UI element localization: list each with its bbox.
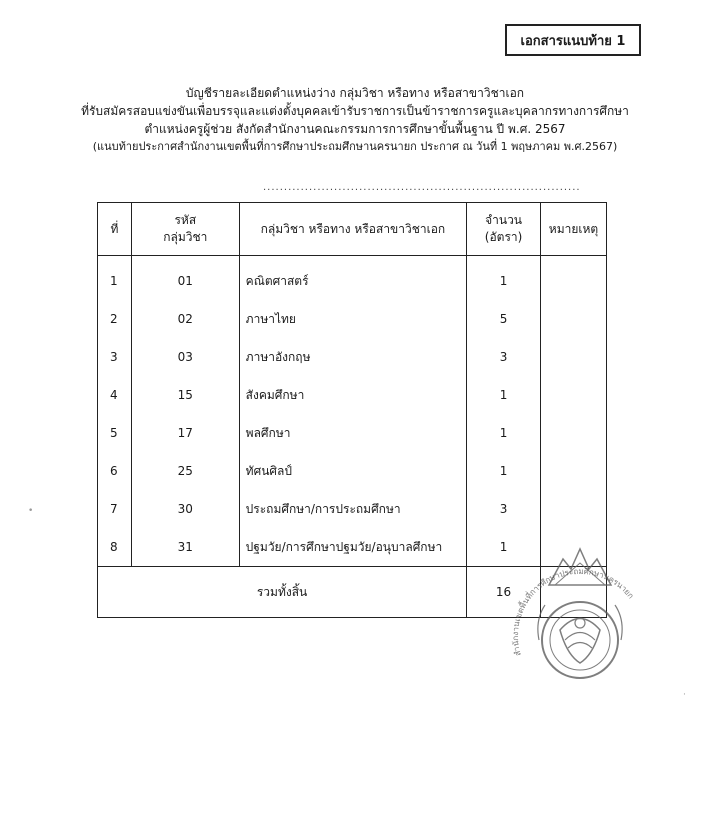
row-subject: ปฐมวัย/การศึกษาปฐมวัย/อนุบาลศึกษา (239, 528, 466, 567)
table-header-row (98, 203, 607, 256)
row-code: 01 (131, 256, 239, 301)
row-num: 5 (98, 414, 132, 452)
row-subject: ภาษาอังกฤษ (239, 338, 466, 376)
row-num: 8 (98, 528, 132, 567)
header-code-line1: รหัส (174, 213, 197, 227)
row-subject: สังคมศึกษา (239, 376, 466, 414)
row-num: 3 (98, 338, 132, 376)
table-row (98, 490, 607, 528)
document-heading (0, 84, 710, 156)
header-code (131, 203, 239, 256)
header-code-line2: กลุ่มวิชา (163, 230, 208, 244)
row-count: 1 (467, 528, 541, 567)
heading-divider: ............................................................................ (263, 182, 581, 193)
header-count-line2: (อัตรา) (484, 230, 523, 244)
row-subject: ทัศนศิลป์ (239, 452, 466, 490)
table-row (98, 256, 607, 301)
row-remark (541, 452, 607, 490)
row-remark (541, 256, 607, 301)
table-row (98, 414, 607, 452)
badge-label: เอกสารแนบท้าย 1 (520, 33, 626, 49)
row-subject: ประถมศึกษา/การประถมศึกษา (239, 490, 466, 528)
row-remark (541, 376, 607, 414)
scan-speck-icon: · (683, 690, 686, 700)
row-subject: คณิตศาสตร์ (239, 256, 466, 301)
row-remark (541, 300, 607, 338)
table-row (98, 376, 607, 414)
table-row (98, 300, 607, 338)
row-remark (541, 338, 607, 376)
header-num: ที่ (98, 203, 132, 256)
row-count: 3 (467, 490, 541, 528)
row-code: 02 (131, 300, 239, 338)
row-count: 1 (467, 414, 541, 452)
row-count: 5 (467, 300, 541, 338)
row-count: 1 (467, 452, 541, 490)
row-subject: พลศึกษา (239, 414, 466, 452)
heading-line-2: ที่รับสมัครสอบแข่งขันเพื่อบรรจุและแต่งตั้งบุคคลเข้ารับราชการเป็นข้าราชการครูและบุคลากรทางการศึกษา (81, 104, 629, 118)
header-remark: หมายเหตุ (541, 203, 607, 256)
row-num: 1 (98, 256, 132, 301)
row-remark (541, 414, 607, 452)
row-num: 7 (98, 490, 132, 528)
row-subject: ภาษาไทย (239, 300, 466, 338)
row-code: 03 (131, 338, 239, 376)
office-seal-stamp (505, 545, 655, 705)
row-code: 31 (131, 528, 239, 567)
row-num: 2 (98, 300, 132, 338)
row-remark (541, 490, 607, 528)
row-count: 1 (467, 256, 541, 301)
row-num: 6 (98, 452, 132, 490)
document-attachment-badge (505, 24, 641, 56)
row-count: 1 (467, 376, 541, 414)
header-name: กลุ่มวิชา หรือทาง หรือสาขาวิชาเอก (239, 203, 466, 256)
row-code: 30 (131, 490, 239, 528)
header-count-line1: จำนวน (485, 213, 523, 227)
row-code: 17 (131, 414, 239, 452)
row-count: 3 (467, 338, 541, 376)
heading-line-3: ตำแหน่งครูผู้ช่วย สังกัดสำนักงานคณะกรรมการการศึกษาขั้นพื้นฐาน ปี พ.ศ. 2567 (144, 122, 566, 136)
seal-text: สำนักงานเขตพื้นที่การศึกษาประถมศึกษานครนายก (510, 566, 636, 657)
scan-speck-icon: • (28, 506, 34, 516)
header-count (467, 203, 541, 256)
row-code: 25 (131, 452, 239, 490)
heading-line-1: บัญชีรายละเอียดตำแหน่งว่าง กลุ่มวิชา หรือทาง หรือสาขาวิชาเอก (185, 86, 525, 100)
row-code: 15 (131, 376, 239, 414)
total-label: รวมทั้งสิ้น (98, 567, 467, 618)
heading-line-4: (แนบท้ายประกาศสำนักงานเขตพื้นที่การศึกษาประถมศึกษานครนายก ประกาศ ณ วันที่ 1 พฤษภาคม พ.ศ.2567) (92, 140, 618, 153)
total-count: 16 (467, 567, 541, 618)
row-num: 4 (98, 376, 132, 414)
table-row (98, 338, 607, 376)
table-row (98, 452, 607, 490)
